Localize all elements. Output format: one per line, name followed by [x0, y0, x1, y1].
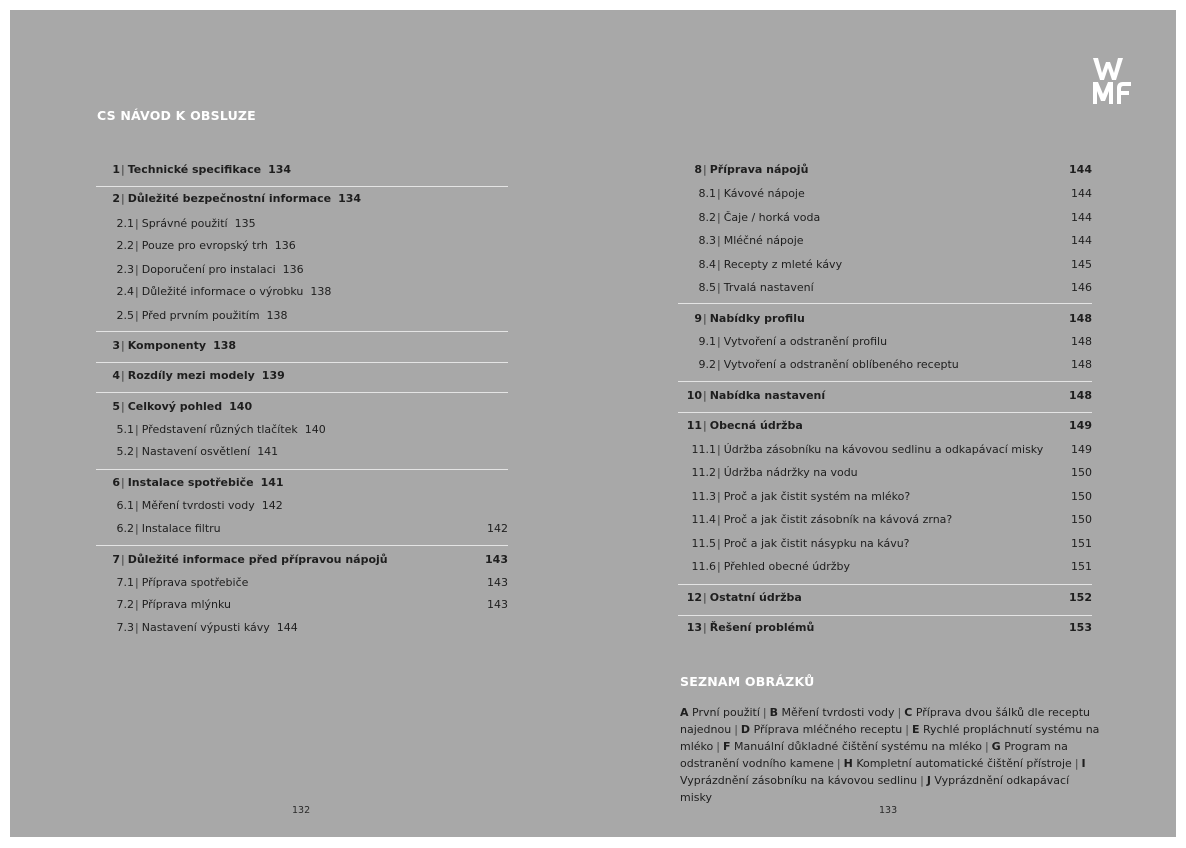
- toc-separator: |: [135, 522, 139, 535]
- figure-text: Program na odstranění vodního kamene: [680, 740, 1068, 770]
- toc-number: 7.2: [116, 598, 134, 611]
- figure-letter: D: [740, 723, 751, 736]
- toc-separator: |: [703, 312, 707, 325]
- figure-letter: B: [769, 706, 779, 719]
- toc-title: Čaje / horká voda: [723, 211, 821, 224]
- toc-number: 11.4: [691, 513, 716, 526]
- toc-number: 2.2: [116, 239, 134, 252]
- toc-page-number: 138: [266, 309, 288, 322]
- divider: [678, 584, 1092, 585]
- toc-title: Obecná údržba: [709, 419, 803, 432]
- toc-separator: |: [717, 281, 721, 294]
- toc-entry[interactable]: [96, 238, 508, 254]
- toc-title: Důležité bezpečnostní informace: [127, 192, 332, 205]
- page-heading: CS NÁVOD K OBSLUZE: [97, 108, 256, 123]
- toc-page-number: 151: [1071, 537, 1092, 550]
- toc-entry[interactable]: [96, 498, 508, 514]
- toc-title: Měření tvrdosti vody: [141, 499, 255, 512]
- toc-number: 7.3: [116, 621, 134, 634]
- toc-entry[interactable]: [678, 512, 1092, 528]
- toc-page-number: 141: [260, 476, 284, 489]
- toc-separator: |: [717, 443, 721, 456]
- toc-entry[interactable]: [678, 257, 1092, 273]
- toc-page-number: 140: [304, 423, 326, 436]
- toc-page-number: 134: [338, 192, 362, 205]
- toc-number: 5.2: [116, 445, 134, 458]
- toc-page-number: 143: [487, 576, 508, 589]
- toc-separator: |: [717, 234, 721, 247]
- toc-title: Příprava spotřebiče: [141, 576, 249, 589]
- toc-separator: |: [121, 192, 125, 205]
- toc-page-number: 148: [1071, 358, 1092, 371]
- toc-entry[interactable]: [678, 357, 1092, 373]
- toc-number: 2.3: [116, 263, 134, 276]
- toc-title: Vytvoření a odstranění profilu: [723, 335, 888, 348]
- toc-entry[interactable]: [678, 334, 1092, 350]
- toc-title: Nabídky profilu: [709, 312, 805, 325]
- toc-page-number: 144: [1071, 234, 1092, 247]
- figure-text: Příprava mléčného receptu: [753, 723, 903, 736]
- toc-number: 11.1: [691, 443, 716, 456]
- figure-text: Měření tvrdosti vody: [781, 706, 895, 719]
- toc-page-number: 146: [1071, 281, 1092, 294]
- toc-separator: |: [135, 598, 139, 611]
- toc-page-number: 134: [268, 163, 292, 176]
- toc-page-number: 151: [1071, 560, 1092, 573]
- page-number-left: 132: [292, 805, 311, 816]
- toc-separator: |: [717, 466, 721, 479]
- toc-title: Údržba zásobníku na kávovou sedlinu a odkapávací misky: [723, 443, 1044, 456]
- divider: [96, 469, 508, 470]
- toc-page-number: 148: [1069, 389, 1092, 402]
- divider: [678, 303, 1092, 304]
- toc-separator: |: [135, 217, 139, 230]
- toc-number: 11.3: [691, 490, 716, 503]
- toc-title: Proč a jak čistit násypku na kávu?: [723, 537, 910, 550]
- toc-number: 5: [112, 400, 120, 413]
- toc-number: 8: [694, 163, 702, 176]
- toc-separator: |: [703, 389, 707, 402]
- toc-number: 9: [694, 312, 702, 325]
- figure-letter: I: [1081, 757, 1086, 770]
- toc-left: [96, 153, 508, 643]
- figure-text: Kompletní automatické čištění přístroje: [856, 757, 1072, 770]
- toc-entry[interactable]: [96, 422, 508, 438]
- toc-right: [678, 153, 1092, 633]
- toc-entry[interactable]: [678, 210, 1092, 226]
- wmf-logo-icon: [1092, 56, 1132, 104]
- figure-letter: G: [991, 740, 1001, 753]
- toc-title: Proč a jak čistit zásobník na kávová zrna?: [723, 513, 953, 526]
- toc-separator: |: [135, 445, 139, 458]
- figure-separator: |: [897, 706, 902, 719]
- toc-number: 11.6: [691, 560, 716, 573]
- toc-title: Představení různých tlačítek: [141, 423, 298, 436]
- divider: [678, 381, 1092, 382]
- toc-number: 2.1: [116, 217, 134, 230]
- figure-separator: |: [734, 723, 738, 736]
- divider: [96, 362, 508, 363]
- toc-separator: |: [121, 339, 125, 352]
- figure-item[interactable]: [680, 706, 760, 719]
- figure-separator: |: [1074, 757, 1079, 770]
- toc-title: Doporučení pro instalaci: [141, 263, 276, 276]
- toc-separator: |: [717, 187, 721, 200]
- figure-text: Manuální důkladné čištění systému na mléko: [733, 740, 982, 753]
- toc-number: 5.1: [116, 423, 134, 436]
- toc-entry[interactable]: [96, 575, 508, 591]
- toc-separator: |: [135, 309, 139, 322]
- toc-chapter[interactable]: [96, 162, 508, 178]
- toc-separator: |: [703, 419, 707, 432]
- toc-separator: |: [703, 621, 707, 634]
- toc-title: Mléčné nápoje: [723, 234, 804, 247]
- toc-page-number: 144: [1071, 211, 1092, 224]
- toc-number: 11: [686, 419, 702, 432]
- toc-title: Důležité informace před přípravou nápojů: [127, 553, 388, 566]
- toc-entry[interactable]: [96, 597, 508, 613]
- toc-page-number: 139: [261, 369, 285, 382]
- toc-title: Řešení problémů: [709, 621, 815, 634]
- toc-number: 2.5: [116, 309, 134, 322]
- toc-page-number: 143: [487, 598, 508, 611]
- toc-entry[interactable]: [678, 559, 1092, 575]
- toc-separator: |: [717, 537, 721, 550]
- toc-chapter[interactable]: [96, 552, 508, 568]
- toc-chapter[interactable]: [678, 620, 1092, 636]
- toc-title: Správné použití: [141, 217, 228, 230]
- toc-entry[interactable]: [678, 280, 1092, 296]
- toc-title: Technické specifikace: [127, 163, 262, 176]
- toc-page-number: 148: [1071, 335, 1092, 348]
- toc-entry[interactable]: [678, 442, 1092, 458]
- toc-separator: |: [717, 258, 721, 271]
- toc-title: Instalace filtru: [141, 522, 221, 535]
- toc-number: 8.1: [698, 187, 716, 200]
- toc-separator: |: [703, 163, 707, 176]
- toc-title: Nastavení výpusti kávy: [141, 621, 270, 634]
- toc-chapter[interactable]: [96, 368, 508, 384]
- toc-page-number: 144: [1071, 187, 1092, 200]
- toc-title: Údržba nádržky na vodu: [723, 466, 858, 479]
- toc-number: 7.1: [116, 576, 134, 589]
- toc-number: 8.3: [698, 234, 716, 247]
- toc-separator: |: [135, 499, 139, 512]
- toc-separator: |: [717, 490, 721, 503]
- divider: [678, 615, 1092, 616]
- toc-page-number: 150: [1071, 466, 1092, 479]
- figure-letter: J: [926, 774, 931, 787]
- toc-separator: |: [135, 621, 139, 634]
- toc-chapter[interactable]: [678, 162, 1092, 178]
- toc-separator: |: [717, 335, 721, 348]
- toc-number: 8.5: [698, 281, 716, 294]
- toc-separator: |: [717, 560, 721, 573]
- toc-number: 7: [112, 553, 120, 566]
- toc-page-number: 148: [1069, 312, 1092, 325]
- toc-entry[interactable]: [96, 620, 508, 636]
- toc-separator: |: [703, 591, 707, 604]
- figure-letter: F: [722, 740, 731, 753]
- toc-entry[interactable]: [96, 521, 508, 537]
- toc-entry[interactable]: [96, 216, 508, 232]
- toc-title: Pouze pro evropský trh: [141, 239, 268, 252]
- figure-separator: |: [905, 723, 909, 736]
- toc-title: Vytvoření a odstranění oblíbeného receptu: [723, 358, 959, 371]
- toc-number: 11.2: [691, 466, 716, 479]
- page-number-right: 133: [879, 805, 898, 816]
- toc-page-number: 142: [487, 522, 508, 535]
- toc-title: Ostatní údržba: [709, 591, 802, 604]
- divider: [96, 331, 508, 332]
- toc-number: 6: [112, 476, 120, 489]
- toc-chapter[interactable]: [678, 590, 1092, 606]
- toc-page-number: 150: [1071, 513, 1092, 526]
- toc-number: 10: [686, 389, 702, 402]
- toc-entry[interactable]: [96, 308, 508, 324]
- toc-title: Důležité informace o výrobku: [141, 285, 304, 298]
- toc-number: 2: [112, 192, 120, 205]
- toc-title: Celkový pohled: [127, 400, 223, 413]
- toc-number: 8.4: [698, 258, 716, 271]
- toc-page-number: 149: [1071, 443, 1092, 456]
- figure-letter: A: [680, 706, 689, 719]
- toc-page-number: 141: [257, 445, 279, 458]
- toc-page-number: 145: [1071, 258, 1092, 271]
- toc-separator: |: [135, 576, 139, 589]
- toc-title: Před prvním použitím: [141, 309, 260, 322]
- toc-title: Proč a jak čistit systém na mléko?: [723, 490, 911, 503]
- toc-chapter[interactable]: [96, 338, 508, 354]
- toc-title: Instalace spotřebiče: [127, 476, 254, 489]
- toc-separator: |: [135, 285, 139, 298]
- toc-title: Rozdíly mezi modely: [127, 369, 255, 382]
- document-spread: [10, 10, 1176, 837]
- toc-entry[interactable]: [678, 186, 1092, 202]
- toc-number: 11.5: [691, 537, 716, 550]
- toc-page-number: 138: [213, 339, 237, 352]
- divider: [96, 545, 508, 546]
- toc-chapter[interactable]: [96, 475, 508, 491]
- figure-item[interactable]: [723, 740, 982, 753]
- toc-title: Příprava mlýnku: [141, 598, 231, 611]
- toc-entry[interactable]: [678, 489, 1092, 505]
- divider: [678, 412, 1092, 413]
- toc-chapter[interactable]: [678, 311, 1092, 327]
- toc-separator: |: [135, 263, 139, 276]
- figure-text: Vyprázdnění odkapávací misky: [680, 774, 1070, 804]
- toc-page-number: 140: [229, 400, 253, 413]
- toc-page-number: 135: [234, 217, 256, 230]
- figure-separator: |: [836, 757, 841, 770]
- toc-title: Přehled obecné údržby: [723, 560, 850, 573]
- toc-chapter[interactable]: [678, 388, 1092, 404]
- toc-number: 2.4: [116, 285, 134, 298]
- toc-page-number: 152: [1069, 591, 1092, 604]
- toc-separator: |: [121, 369, 125, 382]
- toc-separator: |: [135, 423, 139, 436]
- toc-title: Trvalá nastavení: [723, 281, 814, 294]
- toc-number: 4: [112, 369, 120, 382]
- figure-separator: |: [920, 774, 924, 787]
- figure-item[interactable]: [741, 723, 902, 736]
- toc-number: 3: [112, 339, 120, 352]
- figure-letter: H: [843, 757, 853, 770]
- toc-separator: |: [121, 553, 125, 566]
- toc-number: 13: [686, 621, 702, 634]
- toc-chapter[interactable]: [96, 399, 508, 415]
- toc-page-number: 136: [274, 239, 296, 252]
- figure-separator: |: [716, 740, 720, 753]
- figures-heading: SEZNAM OBRÁZKŮ: [680, 674, 815, 689]
- toc-chapter[interactable]: [678, 418, 1092, 434]
- toc-entry[interactable]: [96, 444, 508, 460]
- toc-entry[interactable]: [678, 233, 1092, 249]
- toc-separator: |: [135, 239, 139, 252]
- toc-title: Recepty z mleté kávy: [723, 258, 843, 271]
- toc-number: 12: [686, 591, 702, 604]
- toc-separator: |: [717, 358, 721, 371]
- toc-page-number: 136: [282, 263, 304, 276]
- toc-page-number: 138: [310, 285, 332, 298]
- toc-title: Nastavení osvětlení: [141, 445, 251, 458]
- toc-number: 1: [112, 163, 120, 176]
- figure-letter: C: [904, 706, 913, 719]
- toc-entry[interactable]: [96, 262, 508, 278]
- toc-number: 9.2: [698, 358, 716, 371]
- figure-separator: |: [762, 706, 767, 719]
- toc-page-number: 153: [1069, 621, 1092, 634]
- figure-text: Rychlé propláchnutí systému na mléko: [680, 723, 1100, 753]
- figure-text: Vyprázdnění zásobníku na kávovou sedlinu: [680, 774, 918, 787]
- toc-entry[interactable]: [96, 284, 508, 300]
- divider: [96, 392, 508, 393]
- figure-text: Příprava dvou šálků dle receptu najednou: [680, 706, 1091, 736]
- figure-item[interactable]: [844, 757, 1072, 770]
- toc-number: 9.1: [698, 335, 716, 348]
- toc-chapter[interactable]: [96, 191, 508, 207]
- figures-list: [680, 704, 1100, 806]
- figure-item[interactable]: [770, 706, 895, 719]
- toc-page-number: 144: [1069, 163, 1092, 176]
- toc-title: Kávové nápoje: [723, 187, 805, 200]
- toc-page-number: 144: [276, 621, 298, 634]
- toc-page-number: 143: [485, 553, 508, 566]
- toc-separator: |: [717, 513, 721, 526]
- toc-title: Nabídka nastavení: [709, 389, 826, 402]
- toc-number: 6.2: [116, 522, 134, 535]
- toc-separator: |: [717, 211, 721, 224]
- toc-entry[interactable]: [678, 465, 1092, 481]
- toc-page-number: 149: [1069, 419, 1092, 432]
- figure-text: První použití: [692, 706, 760, 719]
- toc-title: Příprava nápojů: [709, 163, 809, 176]
- figure-letter: E: [911, 723, 920, 736]
- toc-page-number: 150: [1071, 490, 1092, 503]
- figure-separator: |: [984, 740, 989, 753]
- toc-separator: |: [121, 400, 125, 413]
- toc-entry[interactable]: [678, 536, 1092, 552]
- divider: [96, 186, 508, 187]
- toc-title: Komponenty: [127, 339, 207, 352]
- toc-page-number: 142: [261, 499, 283, 512]
- toc-number: 6.1: [116, 499, 134, 512]
- toc-separator: |: [121, 163, 125, 176]
- toc-separator: |: [121, 476, 125, 489]
- toc-number: 8.2: [698, 211, 716, 224]
